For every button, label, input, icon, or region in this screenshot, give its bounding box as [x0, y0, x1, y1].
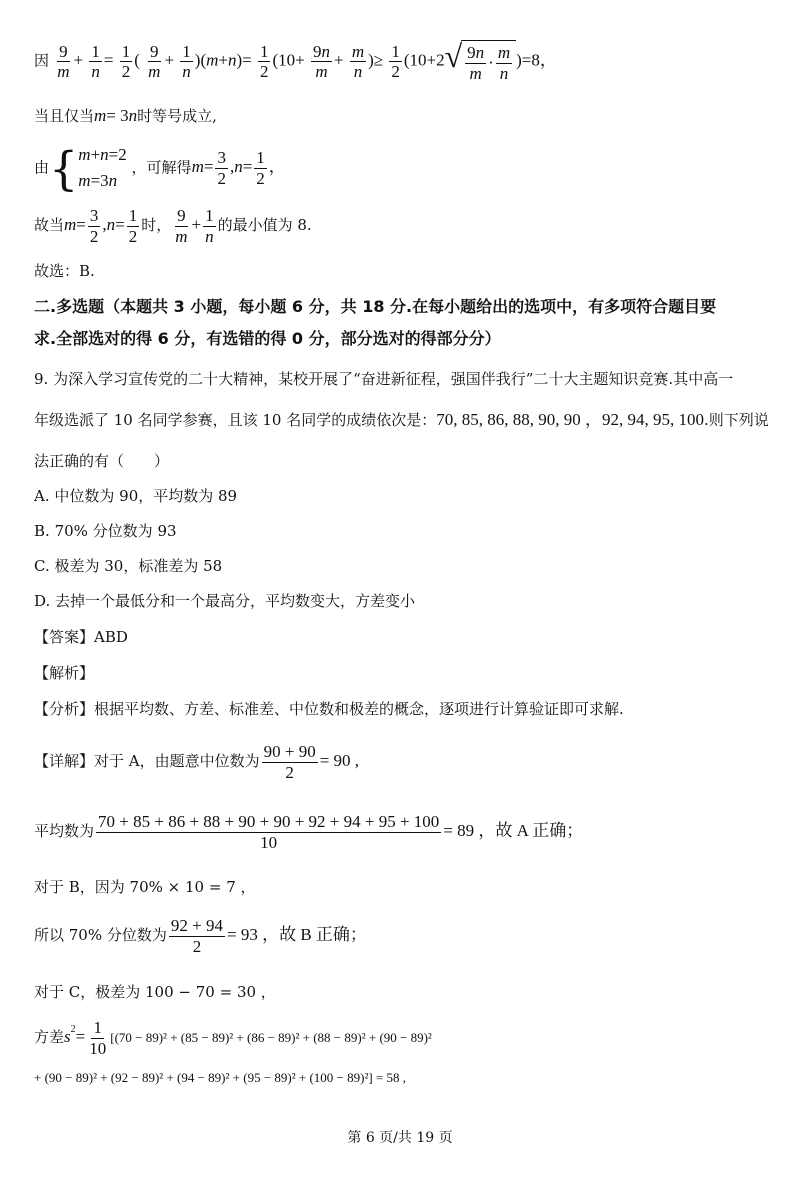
option-a: A. 中位数为 90，平均数为 89: [34, 487, 238, 505]
detail-mean-line: 平均数为 $\frac{70 + 85 + 86 + 88 + 90 + 90 + 92 + 94 + 95 + 100}{10}$ = 89 ，故 A 正确；: [34, 812, 584, 852]
scores-list: 70, 85, 86, 88, 90, 90 ，92, 94, 95, 100: [436, 410, 704, 429]
equality-condition: 当且仅当m= 3n时等号成立,: [34, 106, 217, 125]
choice-b-line: 故选：B.: [34, 262, 95, 280]
line1-prefix: 因: [34, 51, 50, 70]
option-d: D. 去掉一个最低分和一个最高分，平均数变大，方差变小: [34, 592, 416, 610]
variance-line2: [34, 1068, 406, 1086]
system-of-equations: 由{ m+n=2 m=3n ，可解得m= $\frac{3}{2}$ ,n= $\frac{1}{2}$ ，: [34, 141, 286, 196]
detail-c-line: 对于 C，极差为 100 − 70 = 30 ，: [34, 983, 276, 1001]
detail-b-line: 对于 B，因为 70% × 10 = 7 ，: [34, 878, 256, 896]
frac-9-m: $\frac{9}{m}$: [57, 41, 70, 82]
analysis-line: 【分析】根据平均数、方差、标准差、中位数和极差的概念，逐项进行计算验证即可求解.: [34, 700, 624, 718]
variance-terms-2: + (90 − 89)² + (92 − 89)² + (94 − 89)² + (95 − 89)² + (100 − 89)²] = 58 ,: [34, 1070, 407, 1085]
question-9-line1: 9. 为深入学习宣传党的二十大精神，某校开展了“奋进新征程，强国伴我行”二十大主题知识竞赛.其中高一: [34, 370, 734, 388]
detail-median-line: 【详解】对于 A，由题意中位数为 $\frac{90 + 90}{2}$ = 90 ,: [34, 742, 360, 782]
question-9-line3: 法正确的有（ ）: [34, 452, 170, 470]
variance-line1: 方差$s^2=$ $\frac{1}{10}$ [(70 − 89)² + (85 − 89)² + (86 − 89)² + (88 − 89)² + (90 − 89)²: [34, 1018, 432, 1058]
section-header-line1: 二.多选题（本题共 3 小题，每小题 6 分，共 18 分.在每小题给出的选项中，有多项符合题目要: [34, 297, 717, 316]
inequality-line: 因 $\frac{9}{m}$ + $\frac{1}{n}$ = $\frac{1}{2}$ ( $\frac{9}{m}$ + $\frac{1}{n}$ )(m+n)= $\frac{1}{2}$ (10+ $\frac{9n}{m}$ + $\frac{m}{n}$ )≥ $\frac{1}{2}$ (10+2 √ $\frac{9n}{m}$ · $\frac{m}{n}$ )=8，: [34, 38, 557, 83]
question-9-line2: 年级选派了 10 名同学参赛，且该 10 名同学的成绩依次是：70, 85, 86, 88, 90, 90 ，92, 94, 95, 100.则下列说: [34, 410, 769, 429]
detail-p70-line: 所以 70% 分位数为 $\frac{92 + 94}{2}$ = 93 ，故 B 正确；: [34, 916, 367, 956]
page-footer: 第 6 页/共 19 页: [347, 1130, 453, 1146]
answer-line: 【答案】ABD: [34, 628, 128, 646]
option-c: C. 极差为 30，标准差为 58: [34, 557, 223, 575]
sqrt-expression: √ $\frac{9n}{m}$ · $\frac{m}{n}$: [445, 40, 517, 83]
section-header-line2: 求.全部选对的得 6 分，有选错的得 0 分，部分选对的得部分分）: [34, 329, 501, 348]
frac-1-n: $\frac{1}{n}$: [91, 41, 100, 82]
variance-terms-1: [(70 − 89)² + (85 − 89)² + (86 − 89)² + (88 − 89)² + (90 − 89)²: [110, 1029, 432, 1045]
min-value-line: 故当m= $\frac{3}{2}$ ,n= $\frac{1}{2}$ 时， $\frac{9}{m}$ + $\frac{1}{n}$ 的最小值为 8.: [34, 206, 312, 246]
analysis-heading: 【解析】: [34, 664, 95, 682]
system-rows: m+n=2 m=3n: [78, 145, 127, 191]
option-b: B. 70% 分位数为 93: [34, 522, 177, 540]
mean-fraction: $\frac{70 + 85 + 86 + 88 + 90 + 90 + 92 + 94 + 95 + 100}{10}$: [98, 812, 440, 852]
